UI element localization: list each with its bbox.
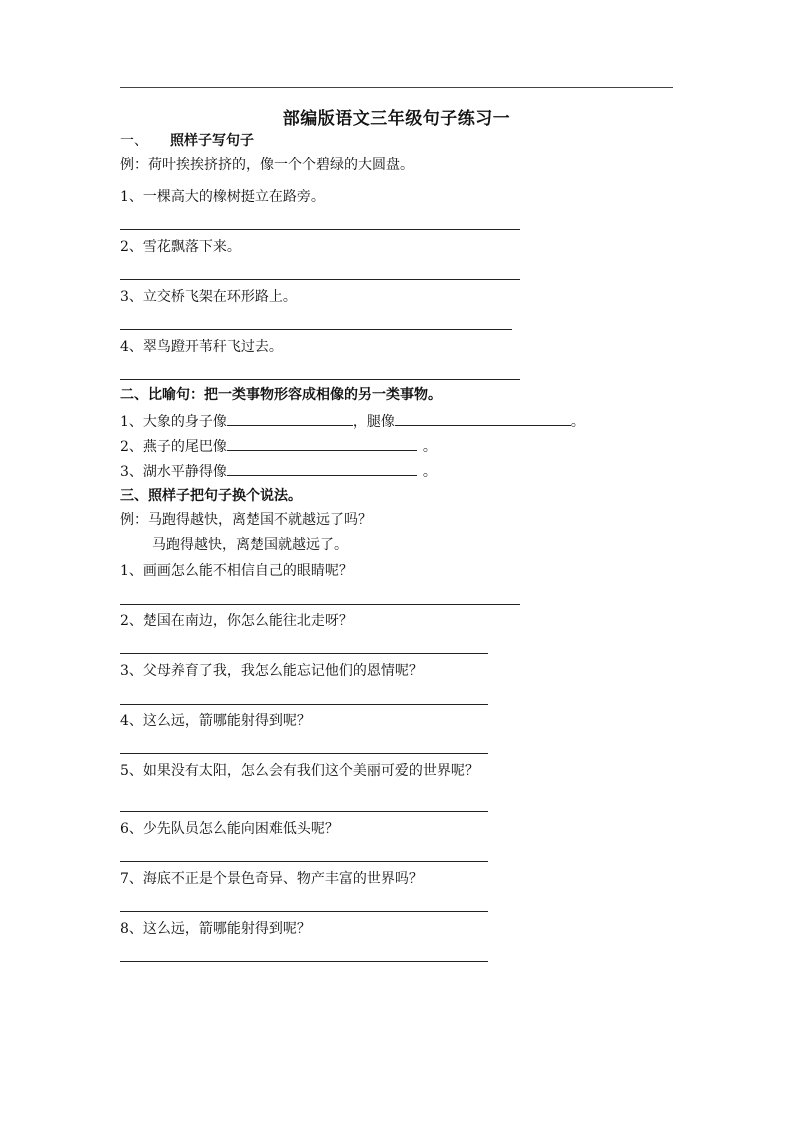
section3-item-1: 1、画画怎么能不相信自己的眼睛呢？: [120, 563, 353, 579]
section3-example-1: 例：马跑得越快，离楚国不就越远了吗？: [120, 512, 372, 528]
item-prefix: 2、燕子的尾巴像: [120, 439, 227, 455]
fill-blank-1b[interactable]: [395, 411, 571, 426]
section3-item-3: 3、父母养育了我，我怎么能忘记他们的恩情呢？: [120, 663, 423, 679]
answer-line-3-4[interactable]: [120, 753, 488, 754]
section3-item-6: 6、少先队员怎么能向困难低头呢？: [120, 821, 339, 837]
answer-line-3-5[interactable]: [120, 811, 488, 812]
section1-number: 一、: [120, 133, 148, 149]
section1-title: 照样子写句子: [170, 133, 254, 149]
section1-item-1: 1、一棵高大的橡树挺立在路旁。: [120, 189, 325, 205]
section2-item-3: [120, 461, 437, 481]
section2-item-1: [120, 411, 585, 431]
fill-blank-1a[interactable]: [227, 411, 353, 426]
section1-heading: [120, 132, 254, 150]
section1-example: 例：荷叶挨挨挤挤的，像一个个碧绿的大圆盘。: [120, 157, 414, 173]
answer-line-3-2[interactable]: [120, 653, 488, 654]
fill-blank-2[interactable]: [227, 436, 417, 451]
answer-line-1-1[interactable]: [120, 229, 520, 230]
item-prefix: 3、湖水平静得像: [120, 464, 227, 480]
item-end: 。: [570, 414, 585, 430]
section3-heading: 三、照样子把句子换个说法。: [120, 488, 302, 504]
item-end: 。: [422, 439, 437, 455]
section3-item-7: 7、海底不正是个景色奇异、物产丰富的世界吗？: [120, 871, 423, 887]
answer-line-3-6[interactable]: [120, 861, 488, 862]
section3-item-2: 2、楚国在南边，你怎么能往北走呀？: [120, 613, 353, 629]
page-title: 部编版语文三年级句子练习一: [282, 109, 511, 129]
section1-item-2: 2、雪花飘落下来。: [120, 239, 241, 255]
answer-line-3-8[interactable]: [120, 961, 488, 962]
answer-line-3-7[interactable]: [120, 911, 488, 912]
answer-line-1-4[interactable]: [120, 379, 520, 380]
item-prefix: 1、大象的身子像: [120, 414, 227, 430]
section1-item-4: 4、翠鸟蹬开苇秆飞过去。: [120, 339, 283, 355]
section1-item-3: 3、立交桥飞架在环形路上。: [120, 289, 297, 305]
section2-heading: 二、比喻句：把一类事物形容成相像的另一类事物。: [120, 387, 442, 403]
item-middle: ，腿像: [352, 414, 395, 430]
section3-item-5: 5、如果没有太阳，怎么会有我们这个美丽可爱的世界呢？: [120, 763, 479, 779]
answer-line-3-1[interactable]: [120, 604, 520, 605]
answer-line-3-3[interactable]: [120, 704, 488, 705]
answer-line-1-3[interactable]: [120, 329, 512, 330]
section2-item-2: [120, 436, 437, 456]
section3-example-2: 马跑得越快，离楚国就越远了。: [152, 537, 348, 553]
item-end: 。: [422, 464, 437, 480]
section3-item-4: 4、这么远，箭哪能射得到呢？: [120, 713, 311, 729]
section3-item-8: 8、这么远，箭哪能射得到呢？: [120, 921, 311, 937]
fill-blank-3[interactable]: [227, 461, 417, 476]
header-rule: [120, 87, 673, 88]
answer-line-1-2[interactable]: [120, 279, 520, 280]
